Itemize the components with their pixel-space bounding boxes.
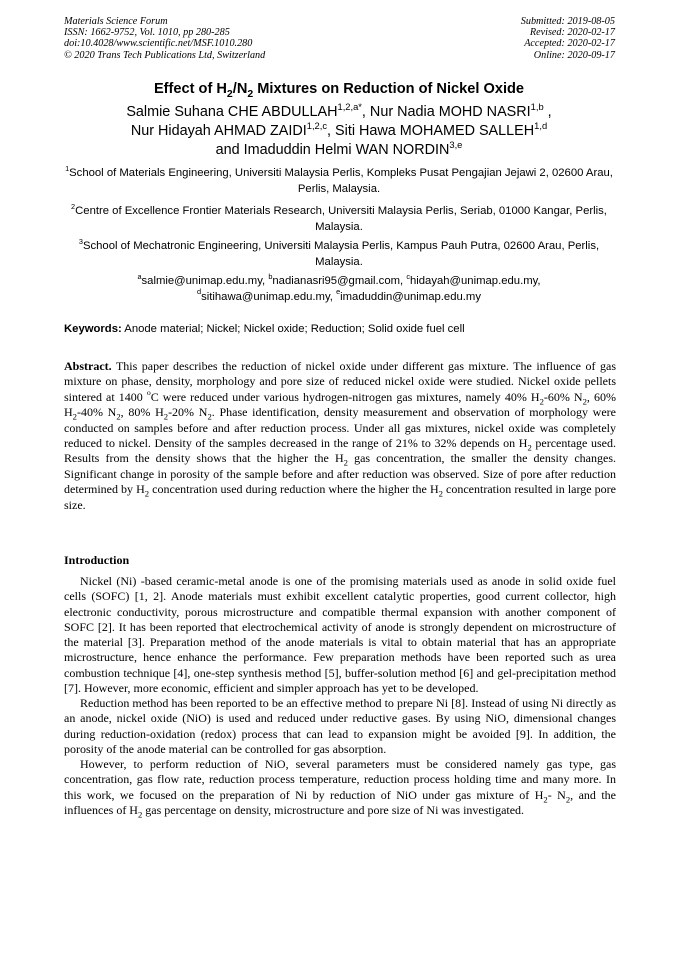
introduction-body <box>64 574 616 818</box>
journal-doi[interactable]: doi:10.4028/www.scientific.net/MSF.1010.280 <box>64 38 253 50</box>
author-emails <box>60 271 618 305</box>
journal-issn: ISSN: 1662-9752, Vol. 1010, pp 280-285 <box>64 27 230 39</box>
email-c[interactable]: $^c$hidayah@unimap.edu.my, <box>406 271 541 287</box>
accepted-date: Accepted: 2020-02-17 <box>524 38 615 50</box>
online-date: Online: 2020-09-17 <box>533 49 615 61</box>
keywords-label: Keywords: <box>64 323 122 335</box>
paragraph: Nickel (Ni) -based ceramic-metal anode is one of the promising materials used as anode in solid oxide fuel cells (SOFC) [1, 2]. Anode materials must exhibit excellent catalytic properties, good current collector, high electronic conductivity, porous microstructure and compatible thermal expansion with another component of SOFC [2]. It has been reported that electrochemical activity of anode is strongly dependent on microstructure of the material [3]. Preparation method of the anode materials is vital to obtain material that has an appropriate microstructure, hence enhance the performance. Few preparation methods have been reported such as urea combustion technique [4], one-step synthesis method [5], buffer-solution method [6] and gel-precipitation method [7]. However, more economic, efficient and simpler approach has yet to be developed. <box>64 574 616 695</box>
email-a[interactable]: $^a$salmie@unimap.edu.my, <box>137 271 269 287</box>
email-b[interactable]: $^b$nadianasri95@gmail.com, <box>268 271 407 287</box>
email-e[interactable]: $^e$imaduddin@unimap.edu.my <box>336 287 481 303</box>
email-d[interactable]: $^d$sitihawa@unimap.edu.my, <box>197 287 337 303</box>
journal-copyright: © 2020 Trans Tech Publications Ltd, Switzerland <box>64 49 266 61</box>
submitted-date: Submitted: 2019-08-05 <box>520 16 615 27</box>
abstract: Abstract. This paper describes the reduction of nickel oxide under different gas mixture. The influence of gas mixture on phase, density, morphology and pore size of reduced nickel oxide were studied. Nickel oxide pellets sintered at 1400 $^o$C were reduced under various hydrogen-nitrogen gas mixtures, namely 40% $H_2-60\%$ $N_2$, 60% $H_2-40\%$ $N_2$, 80% $H_2-20\%$ $N_2$. Phase identification, density measurement and observation of morphology were conducted on samples before and after reduction process. Under all gas mixtures, nickel oxide was completely reduced to nickel. Density of the samples decreased in the range of 21% to 32% depends on $H_2$ percentage used. Results from the density shows that the higher the $H_2$ gas concentration, the smaller the density changes. Significant change in porosity of the sample before and after reduction was observed. Size of pore after reduction determined by $H_2$ concentration used during reduction where the higher the $H_2$ concentration resulted in large pore size. <box>64 359 616 512</box>
paragraph: Reduction method has been reported to be an effective method to prepare Ni [8]. Instead of using Ni directly as an anode, nickel oxide (NiO) is used and reduced under reductive gases. By using NiO, dimensional changes during reduction-oxidation (redox) process that can lead to expansion might be avoided [9]. In addition, the porosity of the anode material can be controlled for gas absorption. <box>64 696 616 756</box>
affiliation-2: $^2$Centre of Excellence Frontier Materials Research, Universiti Malaysia Perlis, Seriab, 01000 Kangar, Perlis, Malaysia. <box>71 201 607 233</box>
author-name: Nur Hidayah AHMAD ZAIDI <box>130 123 307 139</box>
author-name: Salmie Suhana CHE ABDULLAH <box>126 104 338 120</box>
submission-dates <box>521 16 615 61</box>
paragraph: However, to perform reduction of NiO, several parameters must be considered namely gas type, gas concentration, gas flow rate, reduction process temperature, reduction process holding time and many more. In this work, we focused on the preparation of Ni by reduction of NiO under gas mixture of $H_2-$ $N_2$, and the influences of $H_2$ gas percentage on density, microstructure and pore size of Ni was investigated. <box>64 757 616 820</box>
keywords: Keywords: Anode material; Nickel; Nickel oxide; Reduction; Solid oxide fuel cell <box>64 323 465 335</box>
revised-date: Revised: 2020-02-17 <box>529 27 615 39</box>
affiliation-3: $^3$School of Mechatronic Engineering, Universiti Malaysia Perlis, Kampus Pauh Putra, 02600 Arau, Perlis, Malaysia. <box>78 236 600 268</box>
abstract-label: Abstract. <box>64 359 112 373</box>
author-name: and Imaduddin Helmi WAN NORDIN <box>215 142 450 158</box>
affiliation-1: $^1$School of Materials Engineering, Universiti Malaysia Perlis, Kompleks Pusat Pengajian Jejawi 2, 02600 Arau, Perlis, Malaysia. <box>65 163 613 195</box>
journal-name: Materials Science Forum <box>64 16 168 27</box>
author-name: Siti Hawa MOHAMED SALLEH <box>335 123 535 139</box>
paper-title: Effect of $H_2/N_2$ Mixtures on Reduction of Nickel Oxide <box>153 81 525 100</box>
author-list: Salmie Suhana CHE $ABDULLAH^{1,2,a*}$, Nur Nadia MOHD NASRI$^{1,b}$ , Nur Hidayah AHMAD ZAIDI$^{1,2,c}$, Siti Hawa MOHAMED SALLEH$^{1,d}$ and Imaduddin Helmi WAN NORDIN$^{3,e}$ <box>126 101 552 158</box>
introduction-heading: Introduction <box>64 553 130 567</box>
author-name: Nur Nadia MOHD NASRI <box>369 104 531 120</box>
journal-info <box>64 16 265 61</box>
